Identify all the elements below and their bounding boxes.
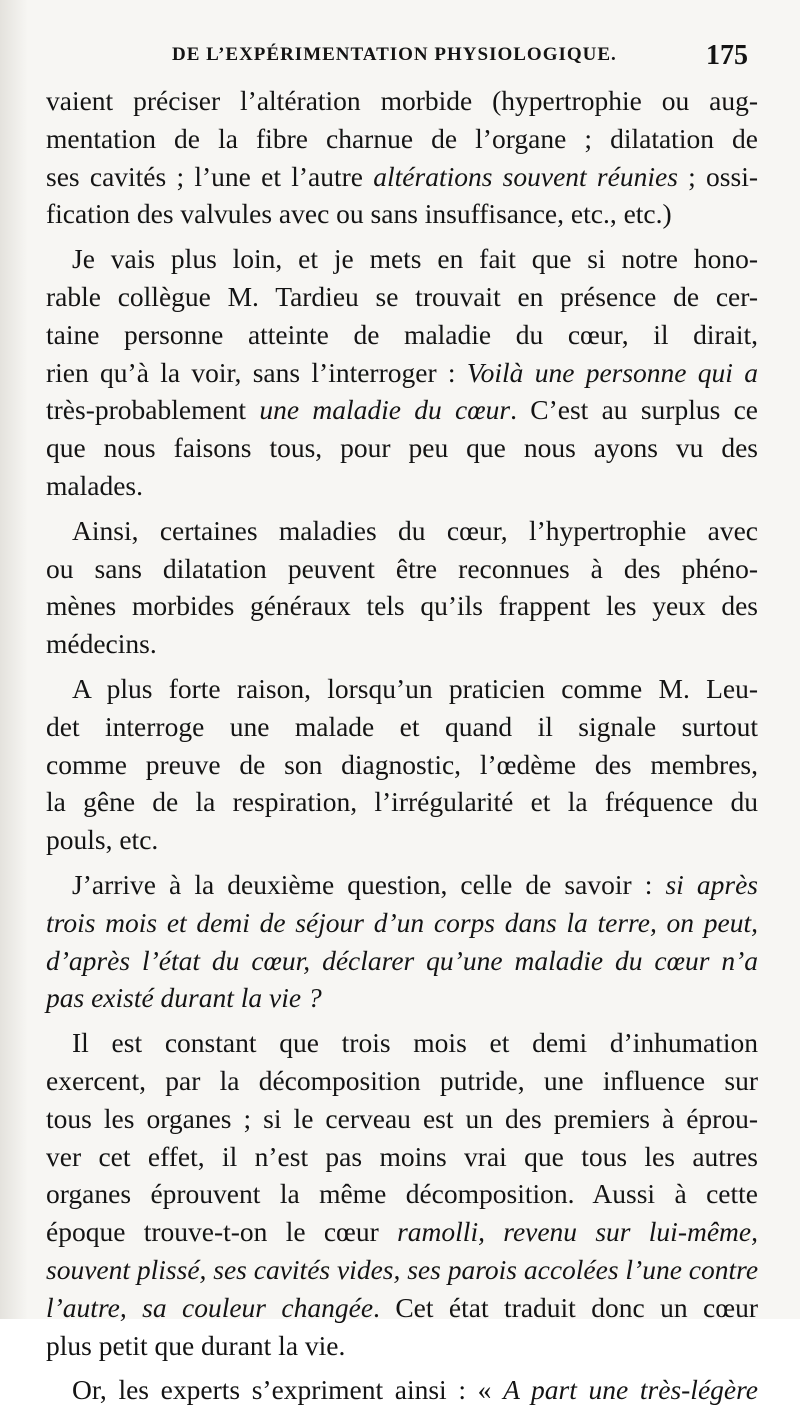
text-line: Ainsi, certaines maladies du cœur, l’hypertrophie avec	[72, 514, 758, 546]
running-head	[48, 40, 748, 76]
body-text	[46, 82, 758, 1416]
italic-text: ramolli, revenu sur lui-même,	[397, 1216, 758, 1248]
italic-text: si après	[665, 868, 758, 900]
paragraph	[46, 240, 758, 505]
italic-text: pas existé durant la vie ?	[46, 982, 322, 1014]
text-line: fication des valvules avec ou sans insuffisance, etc., etc.)	[46, 198, 672, 230]
text-line	[46, 979, 758, 1017]
page-number: 175	[706, 40, 748, 71]
text-line: exercent, par la décomposition putride, une influence sur	[46, 1064, 758, 1096]
text-segment: J’arrive à la deuxième question, celle de savoir :	[72, 868, 666, 900]
italic-text: une maladie du cœur	[259, 394, 511, 426]
italic-text: souvent plissé, ses cavités vides, ses parois accolées l’une contre	[46, 1253, 759, 1285]
text-line: plus petit que durant la vie.	[46, 1329, 346, 1361]
text-line: Je vais plus loin, et je mets en fait que si notre hono-	[72, 243, 758, 275]
paragraph	[46, 866, 758, 1017]
italic-text: d’après l’état du cœur, déclarer qu’une maladie du cœur n’a	[46, 944, 758, 976]
text-segment: Or, les experts s’expriment ainsi : «	[72, 1374, 504, 1406]
text-line: pouls, etc.	[46, 824, 159, 856]
text-line: tous les organes ; si le cerveau est un des premiers à éprou-	[46, 1102, 758, 1134]
text-line: mènes morbides généraux tels qu’ils frappent les yeux des	[46, 590, 758, 622]
text-line: det interroge une malade et quand il signale surtout	[46, 710, 758, 742]
text-line: taine personne atteinte de maladie du cœur, il dirait,	[46, 318, 758, 350]
text-line: que nous faisons tous, pour peu que nous ayons vu des	[46, 432, 758, 464]
text-line	[46, 391, 758, 429]
text-line: malades.	[46, 469, 143, 501]
text-line	[46, 866, 758, 904]
text-line: organes éprouvent la même décomposition. Aussi à cette	[46, 1178, 758, 1210]
paragraph	[46, 670, 758, 859]
paragraph	[46, 82, 758, 233]
text-line: comme preuve de son diagnostic, l’œdème des membres,	[46, 748, 758, 780]
text-line: Il est constant que trois mois et demi d’inhumation	[72, 1027, 758, 1059]
text-line	[46, 354, 758, 392]
italic-text: l’autre, sa couleur changée	[46, 1291, 374, 1323]
italic-text: trois mois et demi de séjour d’un corps dans la terre, on peut,	[46, 906, 758, 938]
paragraph	[46, 1024, 758, 1364]
text-segment: rien qu’à la voir, sans l’interroger :	[46, 356, 467, 388]
italic-text: Voilà une personne qui a	[466, 356, 759, 388]
italic-text: A part une très-légère	[503, 1374, 758, 1406]
text-segment: . C’est au surplus ce	[510, 394, 758, 426]
text-line: ver cet effet, il n’est pas moins vrai que tous les autres	[46, 1140, 758, 1172]
text-line: la gêne de la respiration, l’irrégularité et la fréquence du	[46, 786, 758, 818]
text-segment: ; ossi-	[677, 160, 758, 192]
text-line: mentation de la fibre charnue de l’organe ; dilatation de	[46, 122, 758, 154]
text-segment: . Cet état traduit donc un cœur	[373, 1291, 758, 1323]
text-line	[46, 1289, 758, 1327]
text-line	[46, 1213, 758, 1251]
italic-text: altérations souvent réunies	[373, 160, 678, 192]
text-segment: époque trouve-t-on le cœur	[46, 1216, 398, 1248]
text-line: vaient préciser l’altération morbide (hypertrophie ou aug-	[46, 85, 758, 116]
text-segment: très-probablement	[46, 394, 260, 426]
text-line: A plus forte raison, lorsqu’un praticien comme M. Leu-	[72, 672, 758, 704]
text-line: ou sans dilatation peuvent être reconnues à des phéno-	[46, 552, 758, 584]
paragraph	[46, 512, 758, 663]
text-line	[46, 904, 758, 942]
text-line	[46, 1251, 758, 1289]
text-line	[46, 158, 758, 196]
paragraph	[46, 1371, 758, 1409]
text-line	[46, 1371, 758, 1409]
text-line: rable collègue M. Tardieu se trouvait en présence de cer-	[46, 280, 758, 312]
text-line: médecins.	[46, 628, 157, 660]
text-line	[46, 942, 758, 980]
running-title: DE L’EXPÉRIMENTATION PHYSIOLOGIQUE.	[172, 44, 617, 65]
text-segment: ses cavités ; l’une et l’autre	[46, 160, 374, 192]
